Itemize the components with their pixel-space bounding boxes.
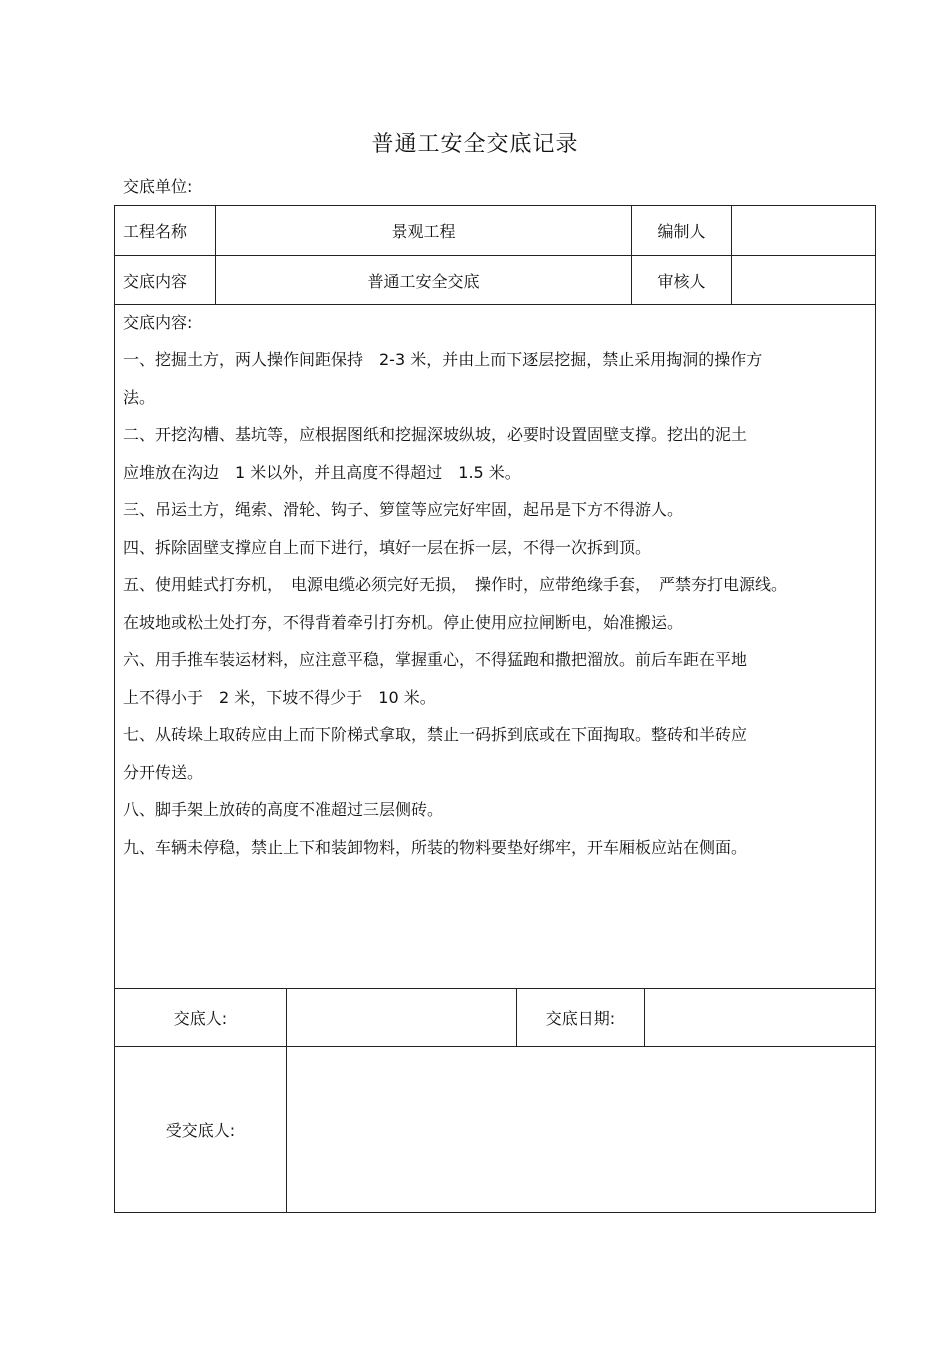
content-line: 三、吊运土方，绳索、滑轮、钩子、箩筐等应完好牢固，起吊是下方不得游人。 (123, 500, 684, 519)
content-line: 应堆放在沟边 1 米以外，并且高度不得超过 1.5 米。 (123, 462, 521, 482)
discloser-field (287, 989, 517, 1047)
reviewer-label: 审核人 (632, 256, 732, 305)
content-line: 五、使用蛙式打夯机， 电源电缆必须完好无损， 操作时，应带绝缘手套， 严禁夯打电源线。 (123, 575, 788, 594)
content-line: 七、从砖垛上取砖应由上而下阶梯式拿取，禁止一码拆到底或在下面掏取。整砖和半砖应 (123, 725, 748, 744)
reviewer-value (732, 256, 876, 305)
project-name-label: 工程名称 (115, 206, 216, 256)
content-label: 交底内容 (115, 256, 216, 305)
discloser-label: 交底人: (115, 989, 287, 1047)
unit-label: 交底单位: (123, 177, 193, 196)
content-line: 四、拆除固壁支撑应自上而下进行，填好一层在拆一层，不得一次拆到顶。 (123, 537, 652, 557)
signature-table (114, 988, 876, 1213)
content-heading: 交底内容: (123, 313, 193, 332)
content-line: 在坡地或松土处打夯，不得背着牵引打夯机。停止使用应拉闸断电，始准搬运。 (123, 612, 684, 632)
disclosure-date-label: 交底日期: (517, 989, 645, 1047)
content-line: 一、挖掘土方，两人操作间距保持 2-3 米，并由上而下逐层挖掘，禁止采用掏洞的操作方 (123, 350, 763, 369)
content-line: 九、车辆未停稳，禁止上下和装卸物料，所装的物料要垫好绑牢，开车厢板应站在侧面。 (123, 837, 748, 857)
project-name-value: 景观工程 (216, 206, 632, 256)
content-line: 六、用手推车装运材料，应注意平稳，掌握重心，不得猛跑和撒把溜放。前后车距在平地 (123, 650, 748, 669)
receiver-field (287, 1047, 876, 1213)
disclosure-content (115, 305, 876, 989)
content-line: 八、脚手架上放砖的高度不准超过三层侧砖。 (123, 800, 444, 819)
info-table (114, 205, 876, 989)
editor-label: 编制人 (632, 206, 732, 256)
content-line: 法。 (123, 387, 156, 407)
content-line: 分开传送。 (123, 762, 204, 782)
content-line: 上不得小于 2 米，下坡不得少于 10 米。 (123, 687, 436, 707)
receiver-label: 受交底人: (115, 1047, 287, 1213)
content-value: 普通工安全交底 (216, 256, 632, 305)
page-title: 普通工安全交底记录 (371, 132, 579, 157)
editor-value (732, 206, 876, 256)
disclosure-date-field (645, 989, 876, 1047)
content-line: 二、开挖沟槽、基坑等，应根据图纸和挖掘深坡纵坡，必要时设置固壁支撑。挖出的泥土 (123, 425, 748, 444)
